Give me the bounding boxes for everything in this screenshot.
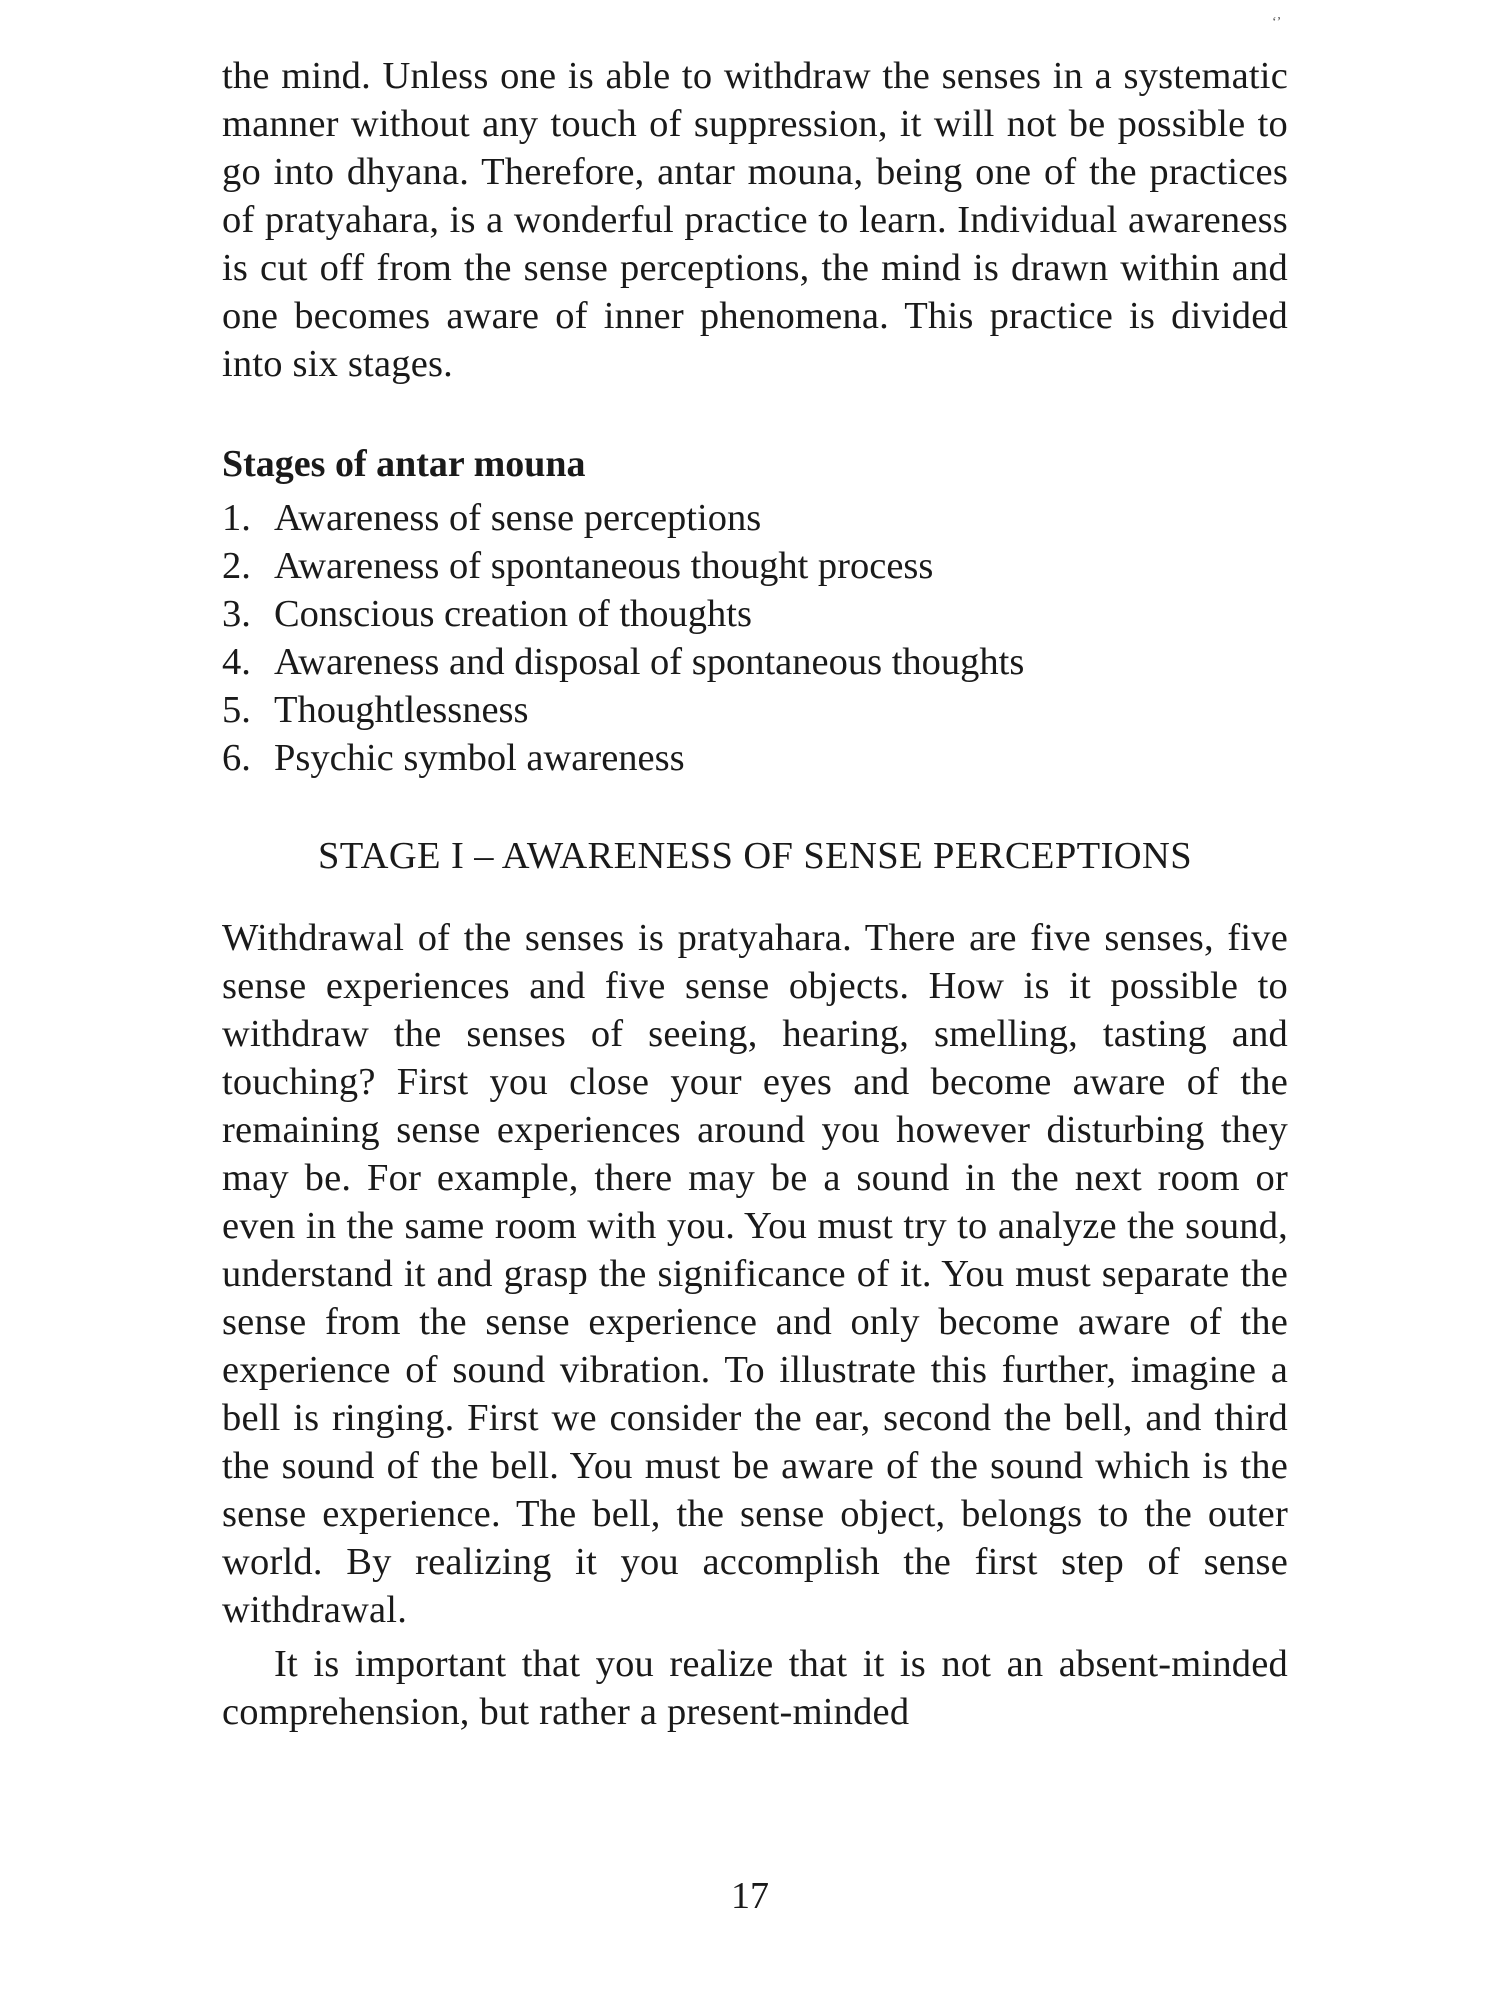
stage-item: 1. Awareness of sense perceptions	[222, 497, 762, 539]
stage-item: 2. Awareness of spontaneous thought process	[222, 545, 934, 587]
stage-item: 5. Thoughtlessness	[222, 689, 529, 731]
stage-item: 3. Conscious creation of thoughts	[222, 593, 752, 635]
stage-one-heading: STAGE I – AWARENESS OF SENSE PERCEPTIONS	[317, 835, 1193, 877]
closing-paragraph: It is important that you realize that it is not an absent-minded comprehension, but rather a present-minded	[222, 1643, 1288, 1733]
stages-list	[222, 494, 1288, 782]
scan-mark: ‘’	[1272, 15, 1282, 30]
stages-heading: Stages of antar mouna	[222, 443, 586, 485]
intro-paragraph: the mind. Unless one is able to withdraw the senses in a systematic manner without any touch of suppression, it will not be possible to go into dhyana. Therefore, antar mouna, being one of the practices of pratyahara, is a wonderful practice to learn. Individual awareness is cut off from the sense perceptions, the mind is drawn within and one becomes aware of inner phenomena. This practice is divided into six stages.	[222, 55, 1288, 385]
stage-item: 4. Awareness and disposal of spontaneous thoughts	[222, 641, 1025, 683]
stage-one-paragraph: Withdrawal of the senses is pratyahara. There are five senses, five sense experiences and five sense objects. How is it possible to withdraw the senses of seeing, hearing, smelling, tasting and touching? First you close your eyes and become aware of the remaining sense experiences around you however disturbing they may be. For example, there may be a sound in the next room or even in the same room with you. You must try to analyze the sound, understand it and grasp the significance of it. You must separate the sense from the sense experience and only become aware of the experience of sound vibration. To illustrate this further, imagine a bell is ringing. First we consider the ear, second the bell, and third the sound of the bell. You must be aware of the sound which is the sense experience. The bell, the sense object, belongs to the outer world. By realizing it you accomplish the first step of sense withdrawal.	[222, 917, 1288, 1631]
stage-item: 6. Psychic symbol awareness	[222, 737, 685, 779]
book-page	[222, 52, 1288, 1736]
page-number: 17	[731, 1875, 769, 1917]
